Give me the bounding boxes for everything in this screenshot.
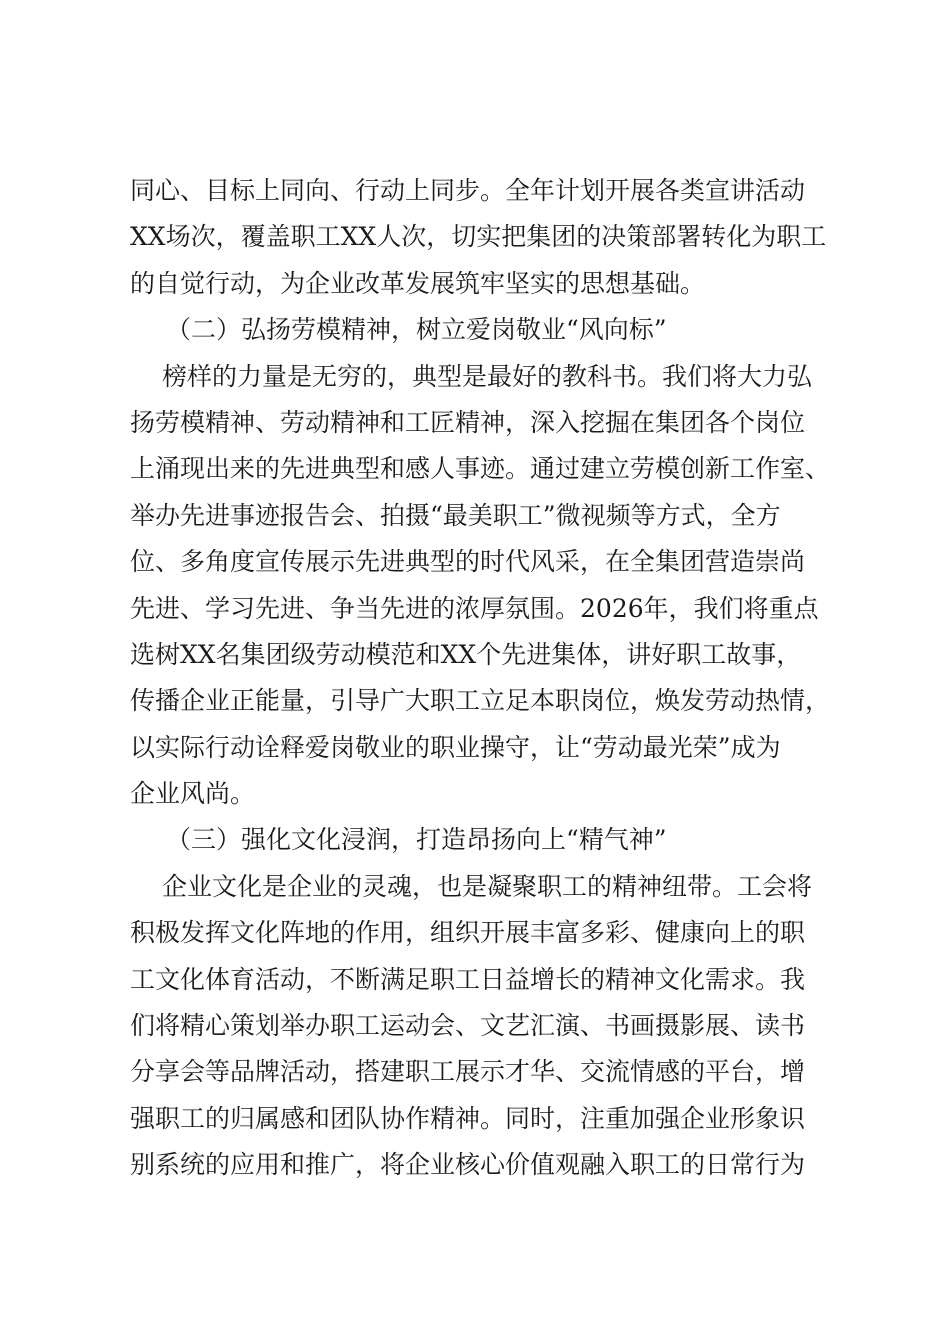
text-line: 同心、目标上同向、行动上同步。全年计划开展各类宣讲活动 [130, 176, 806, 205]
document-body [130, 168, 830, 1189]
text-line: 以实际行动诠释爱岗敬业的职业操守，让“劳动最光荣”成为 [130, 732, 781, 762]
text-line: 的自觉行动，为企业改革发展筑牢坚实的思想基础。 [130, 268, 706, 298]
text-line: 上涌现出来的先进典型和感人事迹。通过建立劳模创新工作室、 [130, 454, 831, 484]
text-line: 别系统的应用和推广，将企业核心价值观融入职工的日常行为 [130, 1150, 806, 1180]
section-heading-3: （三）强化文化浸润，打造昂扬向上“精气神” [166, 825, 667, 855]
section-heading-2: （二）弘扬劳模精神，树立爱岗敬业“风向标” [166, 315, 667, 345]
text-line: 强职工的归属感和团队协作精神。同时，注重加强企业形象识 [130, 1103, 806, 1133]
text-line: 扬劳模精神、劳动精神和工匠精神，深入挖掘在集团各个岗位 [130, 407, 806, 437]
text-line: 工文化体育活动，不断满足职工日益增长的精神文化需求。我 [130, 964, 806, 994]
text-line: 选树XX名集团级劳动模范和XX个先进集体，讲好职工故事， [130, 639, 802, 669]
text-line: 传播企业正能量，引导广大职工立足本职岗位，焕发劳动热情， [130, 686, 831, 716]
text-line: 位、多角度宣传展示先进典型的时代风采，在全集团营造崇尚 [130, 547, 806, 577]
paragraph-first-line: 企业文化是企业的灵魂，也是凝聚职工的精神纽带。工会将 [162, 871, 813, 901]
text-line: XX场次，覆盖职工XX人次，切实把集团的决策部署转化为职工 [130, 222, 827, 252]
text-line: 企业风尚。 [130, 779, 256, 809]
paragraph-first-line: 榜样的力量是无穷的，典型是最好的教科书。我们将大力弘 [162, 361, 813, 391]
text-line: 们将精心策划举办职工运动会、文艺汇演、书画摄影展、读书 [130, 1011, 806, 1041]
text-line: 举办先进事迹报告会、拍摄“最美职工”微视频等方式，全方 [130, 500, 781, 530]
text-line: 积极发挥文化阵地的作用，组织开展丰富多彩、健康向上的职 [130, 918, 806, 948]
text-line: 先进、学习先进、争当先进的浓厚氛围。2026年，我们将重点 [130, 593, 819, 623]
text-line: 分享会等品牌活动，搭建职工展示才华、交流情感的平台，增 [130, 1057, 806, 1087]
